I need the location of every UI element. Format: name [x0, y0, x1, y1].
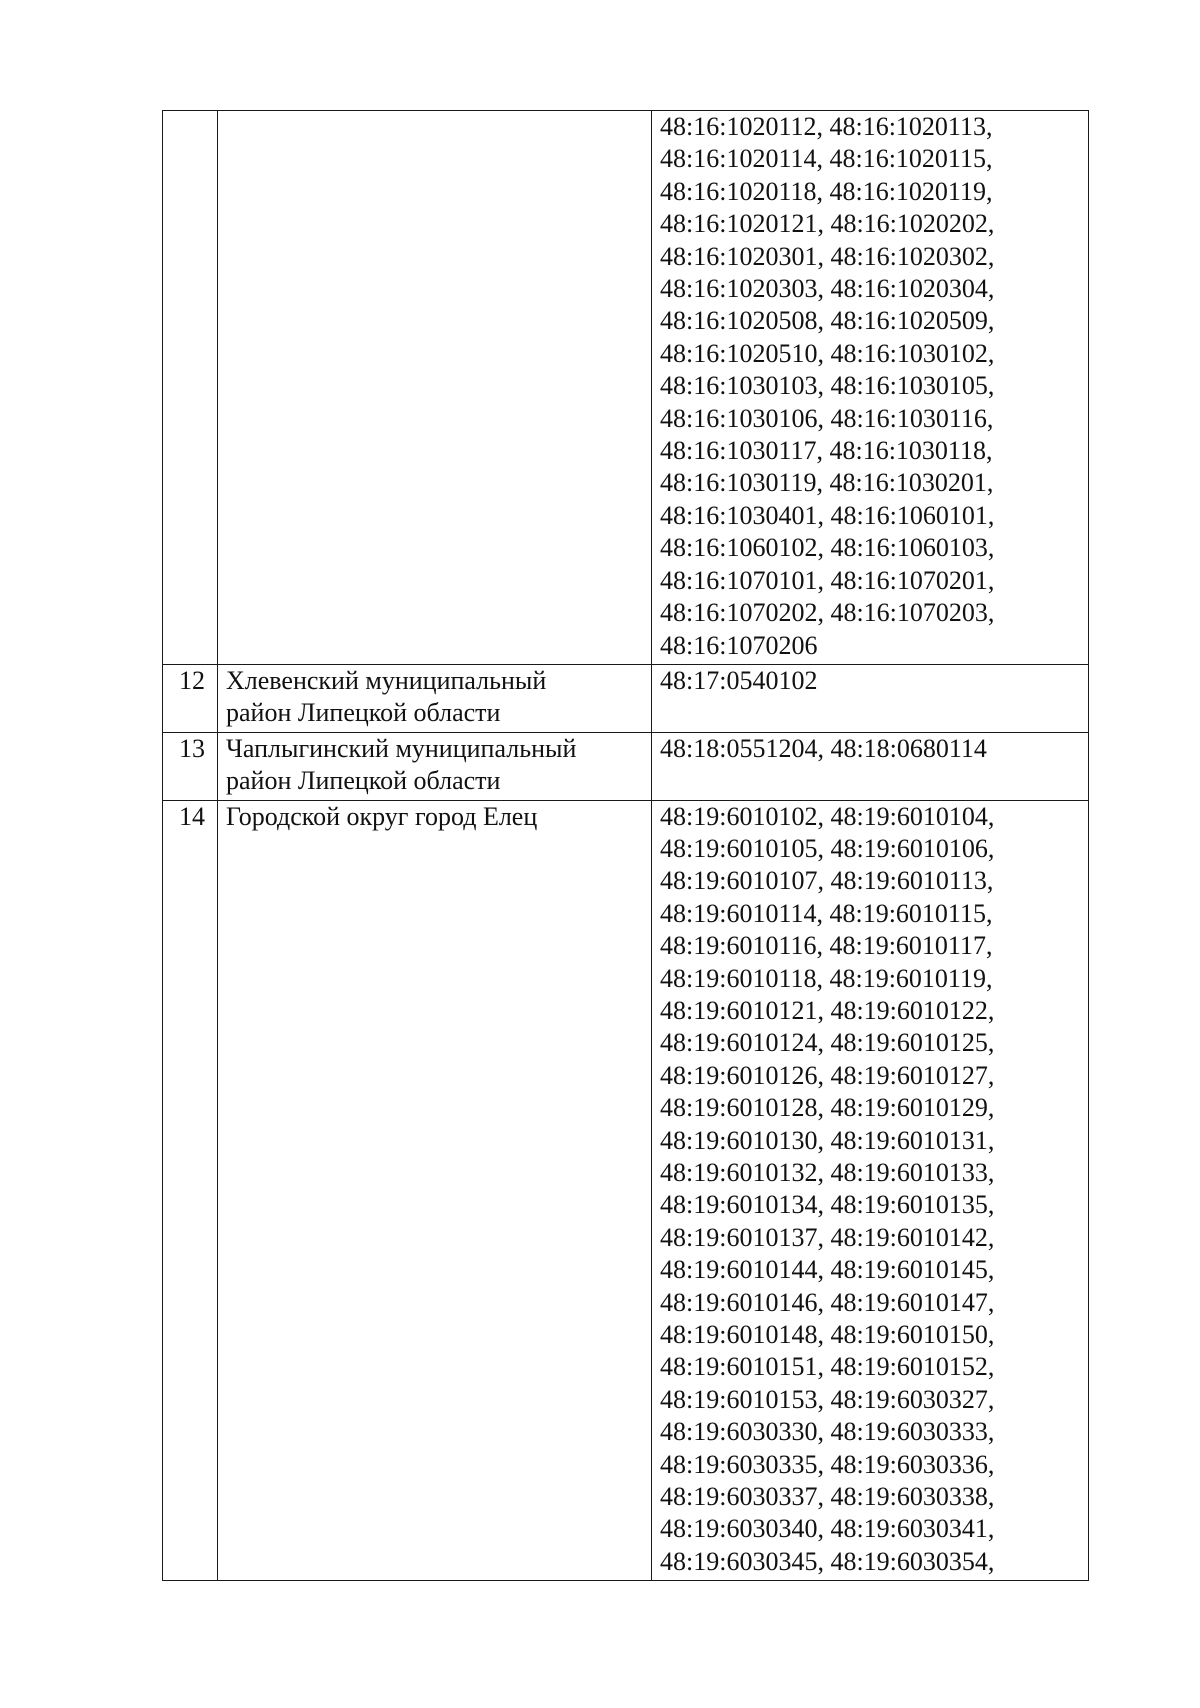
cadastral-code-line: 48:16:1070101, 48:16:1070201,	[660, 565, 995, 595]
cadastral-quarters-table	[162, 110, 1089, 1581]
cadastral-code-line: 48:17:0540102	[660, 665, 818, 695]
municipality-name-cell	[218, 800, 652, 1581]
cadastral-code-line: 48:16:1020121, 48:16:1020202,	[660, 209, 995, 239]
cadastral-code-line: 48:16:1030117, 48:16:1030118,	[660, 436, 993, 466]
row-number-cell: 14	[163, 800, 218, 1581]
municipality-name-line: Чаплыгинский муниципальный	[226, 733, 577, 763]
cadastral-code-line: 48:16:1020510, 48:16:1030102,	[660, 338, 995, 368]
cadastral-code-line: 48:19:6010148, 48:19:6010150,	[660, 1320, 995, 1350]
cadastral-code-line: 48:19:6010134, 48:19:6010135,	[660, 1190, 995, 1220]
cadastral-code-line: 48:16:1020112, 48:16:1020113,	[660, 112, 993, 141]
cadastral-code-line: 48:19:6030340, 48:19:6030341,	[660, 1514, 995, 1544]
cadastral-code-line: 48:19:6030345, 48:19:6030354,	[660, 1546, 995, 1576]
cadastral-code-line: 48:19:6010132, 48:19:6010133,	[660, 1158, 995, 1187]
cadastral-code-line: 48:16:1020118, 48:16:1020119,	[660, 176, 993, 206]
cadastral-code-line: 48:19:6010114, 48:19:6010115,	[660, 898, 993, 928]
cadastral-code-line: 48:19:6010118, 48:19:6010119,	[660, 963, 993, 993]
cadastral-code-line: 48:19:6010107, 48:19:6010113,	[660, 866, 994, 896]
municipality-name-line: Городской округ город Елец	[226, 801, 538, 831]
cadastral-code-line: 48:19:6030337, 48:19:6030338,	[660, 1482, 995, 1512]
cadastral-code-line: 48:19:6010126, 48:19:6010127,	[660, 1060, 995, 1090]
table-row-continued	[163, 111, 1089, 665]
cadastral-code-line: 48:19:6010144, 48:19:6010145,	[660, 1255, 995, 1285]
municipality-name-cell	[218, 732, 652, 800]
row-number-cell	[163, 111, 218, 665]
cadastral-codes-cell	[652, 732, 1089, 800]
cadastral-code-line: 48:19:6010128, 48:19:6010129,	[660, 1093, 995, 1123]
cadastral-code-line: 48:19:6010151, 48:19:6010152,	[660, 1352, 995, 1382]
municipality-name-line: район Липецкой области	[226, 766, 501, 796]
cadastral-code-line: 48:16:1030401, 48:16:1060101,	[660, 500, 995, 530]
cadastral-code-line: 48:16:1070206	[660, 630, 818, 660]
cadastral-code-line: 48:19:6010102, 48:19:6010104,	[660, 801, 995, 831]
cadastral-code-line: 48:16:1070202, 48:16:1070203,	[660, 598, 995, 628]
cadastral-code-line: 48:16:1030106, 48:16:1030116,	[660, 403, 994, 433]
table-row-12	[163, 664, 1089, 732]
cadastral-code-line: 48:16:1060102, 48:16:1060103,	[660, 533, 995, 563]
table-row-13	[163, 732, 1089, 800]
cadastral-code-line: 48:18:0551204, 48:18:0680114	[660, 733, 987, 763]
cadastral-code-line: 48:19:6010124, 48:19:6010125,	[660, 1028, 995, 1058]
cadastral-code-line: 48:19:6010130, 48:19:6010131,	[660, 1125, 995, 1155]
cadastral-code-line: 48:19:6010137, 48:19:6010142,	[660, 1222, 995, 1252]
cadastral-code-line: 48:16:1030119, 48:16:1030201,	[660, 468, 994, 498]
cadastral-codes-cell	[652, 664, 1089, 732]
cadastral-code-line: 48:16:1020301, 48:16:1020302,	[660, 241, 995, 271]
cadastral-code-line: 48:16:1020508, 48:16:1020509,	[660, 306, 995, 336]
municipality-name-cell	[218, 664, 652, 732]
municipality-name-line: Хлевенский муниципальный	[226, 665, 547, 695]
cadastral-codes-cell	[652, 111, 1089, 665]
row-number-cell: 13	[163, 732, 218, 800]
cadastral-code-line: 48:19:6010146, 48:19:6010147,	[660, 1287, 995, 1317]
cadastral-code-line: 48:19:6010121, 48:19:6010122,	[660, 995, 995, 1025]
municipality-name-line: район Липецкой области	[226, 698, 501, 728]
table-row-14	[163, 800, 1089, 1581]
cadastral-codes-cell	[652, 800, 1089, 1581]
cadastral-code-line: 48:19:6010153, 48:19:6030327,	[660, 1384, 995, 1414]
cadastral-code-line: 48:16:1020303, 48:16:1020304,	[660, 274, 995, 304]
row-number-cell: 12	[163, 664, 218, 732]
cadastral-code-line: 48:19:6010116, 48:19:6010117,	[660, 931, 993, 961]
municipality-name-cell	[218, 111, 652, 665]
cadastral-code-line: 48:16:1030103, 48:16:1030105,	[660, 371, 995, 401]
cadastral-code-line: 48:19:6030335, 48:19:6030336,	[660, 1449, 995, 1479]
cadastral-code-line: 48:19:6010105, 48:19:6010106,	[660, 833, 995, 863]
cadastral-code-line: 48:16:1020114, 48:16:1020115,	[660, 144, 993, 174]
cadastral-code-line: 48:19:6030330, 48:19:6030333,	[660, 1417, 995, 1447]
